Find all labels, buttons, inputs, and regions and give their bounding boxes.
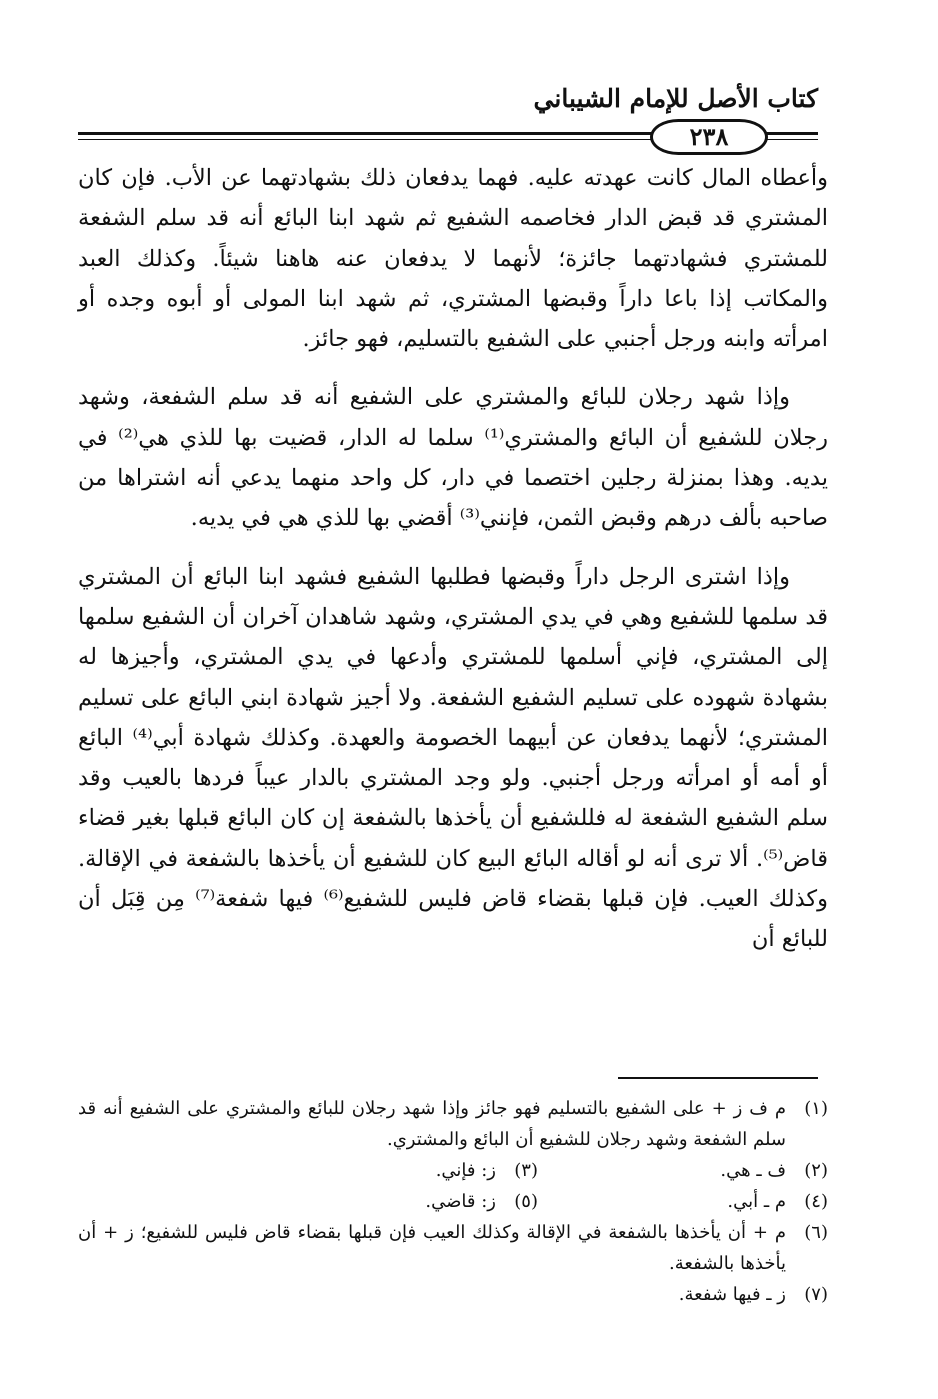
footnotes (78, 1093, 828, 1310)
footnote-2 (538, 1155, 828, 1186)
footnote-row-2-3 (78, 1155, 828, 1186)
footnote-number: (٣) (514, 1160, 538, 1181)
footnote-number: (٥) (514, 1191, 538, 1212)
running-title: كتاب الأصل للإمام الشيباني (533, 84, 818, 113)
footnote-4 (538, 1186, 828, 1217)
footnote-separator (618, 1077, 818, 1079)
footnote-number: (٤) (804, 1191, 828, 1212)
footnote-number: (٧) (804, 1284, 828, 1305)
footnote-text: ز ـ فيها شفعة. (678, 1284, 786, 1305)
paragraph-3: وإذا اشترى الرجل داراً وقبضها فطلبها الشفيع فشهد ابنا البائع أن المشتري قد سلمها للشفيع وهي في يدي المشتري، وشهد شاهدان آخران أن الشفيع سلمها إلى المشتري، فإني أسلمها للمشتري وأدعها في يدي المشتري، وأجيزها له بشهادة شهوده على تسليم الشفيع الشفعة. ولا أجيز شهادة ابني البائع على تسليم المشتري؛ لأنهما يدفعان عن أبيهما الخصومة والعهدة. وكذلك شهادة أبي⁽⁴⁾ البائع أو أمه أو امرأته ورجل أجنبي. ولو وجد المشتري بالدار عيباً فردها بالعيب وقد سلم الشفيع الشفعة له فللشفيع أن يأخذها بالشفعة إن كان البائع قبلها بغير قضاء قاض⁽⁵⁾. ألا ترى أنه لو أقاله البائع البيع كان للشفيع أن يأخذها بالشفعة في الإقالة. وكذلك العيب. فإن قبلها بقضاء قاض فليس للشفيع⁽⁶⁾ فيها شفعة⁽⁷⁾ مِن قِبَل أن للبائع أن (78, 563, 829, 953)
footnote-number: (٦) (804, 1222, 828, 1243)
main-text (78, 158, 828, 960)
footnote-text: ز: قاضي. (425, 1191, 496, 1212)
footnote-6 (78, 1217, 828, 1279)
footnote-number: (١) (804, 1098, 828, 1119)
footnote-5 (425, 1186, 538, 1217)
paragraph-2: وإذا شهد رجلان للبائع والمشتري على الشفيع أنه قد سلم الشفعة، وشهد رجلان للشفيع أن البائع والمشتري⁽¹⁾ سلما له الدار، قضيت بها للذي هي⁽²⁾ في يديه. وهذا بمنزلة رجلين اختصما في دار، كل واحد منهما يدعي أنه اشتراها من صاحبه بألف درهم وقبض الثمن، فإنني⁽³⁾ أقضي بها للذي هي في يديه. (78, 384, 829, 532)
footnote-text: م + أن يأخذها بالشفعة في الإقالة وكذلك العيب فإن قبلها بقضاء قاض فليس للشفيع؛ ز + أن يأخذها بالشفعة. (78, 1222, 786, 1274)
footnote-number: (٢) (804, 1160, 828, 1181)
footnote-7 (78, 1279, 828, 1310)
footnote-text: م ـ أبي. (727, 1191, 786, 1212)
paragraph-1: وأعطاه المال كانت عهدته عليه. فهما يدفعان ذلك بشهادتهما عن الأب. فإن كان المشتري قد قبض الدار فخاصمه الشفيع ثم شهد ابنا البائع أنه قد سلم الشفعة للمشتري فشهادتهما جائزة؛ لأنهما لا يدفعان عنه هاهنا شيئاً. وكذلك العبد والمكاتب إذا باعا داراً وقبضها المشتري، ثم شهد ابنا المولى أو أبوه وجده أو امرأته وابنه ورجل أجنبي على الشفيع بالتسليم، فهو جائز. (78, 165, 828, 353)
footnote-text: ز: فإني. (435, 1160, 496, 1181)
footnote-text: م ف ز + على الشفيع بالتسليم فهو جائز وإذا شهد رجلان للبائع والمشتري على الشفيع أنه قد سلم الشفعة وشهد رجلان للشفيع أن البائع والمشتري. (78, 1098, 786, 1150)
header-rule (78, 119, 818, 161)
footnote-1 (78, 1093, 828, 1155)
footnote-text: ف ـ هي. (720, 1160, 786, 1181)
footnote-3 (436, 1155, 538, 1186)
footnote-row-4-5 (78, 1186, 828, 1217)
page-number: ٢٣٨ (650, 119, 768, 155)
